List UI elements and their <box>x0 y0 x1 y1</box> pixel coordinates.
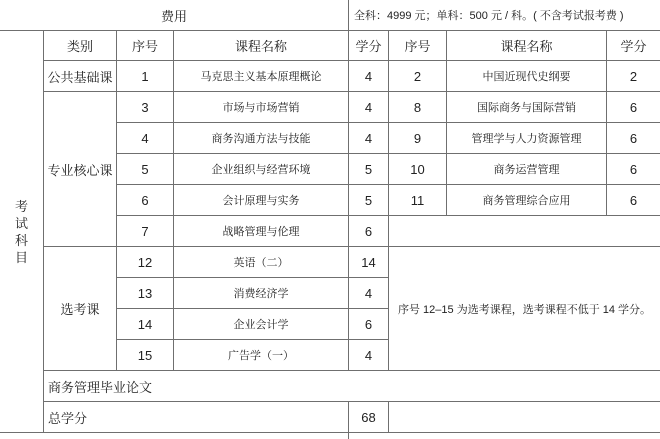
credit-cell: 4 <box>349 92 389 123</box>
thesis-row <box>0 371 660 402</box>
seq-cell: 9 <box>389 123 447 154</box>
seq-cell: 1 <box>117 61 174 92</box>
credit-cell: 14 <box>349 247 389 278</box>
fee-value: 全科：4999 元；单科：500 元 / 科。( 不含考试报考费 ) <box>349 0 660 31</box>
course-cell: 商务运营管理 <box>447 154 607 185</box>
course-cell: 管理学与人力资源管理 <box>447 123 607 154</box>
seq-cell: 11 <box>389 185 447 216</box>
credit-cell: 6 <box>349 216 389 247</box>
course-cell: 商务管理综合应用 <box>447 185 607 216</box>
table-row <box>0 92 660 123</box>
course-cell: 马克思主义基本原理概论 <box>174 61 349 92</box>
table-row <box>0 61 660 92</box>
category-core: 专业核心课 <box>44 92 117 247</box>
empty-cell <box>0 433 349 439</box>
fee-label: 费用 <box>0 0 349 31</box>
total-row <box>0 402 660 433</box>
course-cell: 广告学（一） <box>174 340 349 371</box>
credit-cell: 6 <box>607 92 660 123</box>
credit-cell: 6 <box>349 309 389 340</box>
credit-cell: 4 <box>349 123 389 154</box>
seq-cell: 6 <box>117 185 174 216</box>
partial-row <box>0 433 660 439</box>
empty-cell <box>389 402 660 433</box>
credit-cell: 4 <box>349 278 389 309</box>
seq-cell: 12 <box>117 247 174 278</box>
section-label: 考 试 科 目 <box>0 31 44 433</box>
header-category: 类别 <box>44 31 117 61</box>
seq-cell: 8 <box>389 92 447 123</box>
credit-cell: 4 <box>349 61 389 92</box>
empty-cell <box>349 433 660 439</box>
course-cell: 消费经济学 <box>174 278 349 309</box>
fee-row <box>0 0 660 31</box>
header-credit: 学分 <box>349 31 389 61</box>
course-cell: 中国近现代史纲要 <box>447 61 607 92</box>
seq-cell: 2 <box>389 61 447 92</box>
table-row <box>0 247 660 278</box>
thesis-label: 商务管理毕业论文 <box>44 371 660 402</box>
header-course-2: 课程名称 <box>447 31 607 61</box>
total-label: 总学分 <box>44 402 349 433</box>
credit-cell: 6 <box>607 154 660 185</box>
credit-cell: 6 <box>607 185 660 216</box>
course-cell: 企业会计学 <box>174 309 349 340</box>
course-cell: 英语（二） <box>174 247 349 278</box>
course-cell: 商务沟通方法与技能 <box>174 123 349 154</box>
credit-cell: 5 <box>349 185 389 216</box>
seq-cell: 7 <box>117 216 174 247</box>
seq-cell: 5 <box>117 154 174 185</box>
category-public: 公共基础课 <box>44 61 117 92</box>
header-seq: 序号 <box>117 31 174 61</box>
category-elective: 选考课 <box>44 247 117 371</box>
seq-cell: 4 <box>117 123 174 154</box>
course-cell: 战略管理与伦理 <box>174 216 349 247</box>
header-course: 课程名称 <box>174 31 349 61</box>
credit-cell: 6 <box>607 123 660 154</box>
credit-cell: 4 <box>349 340 389 371</box>
course-cell: 国际商务与国际营销 <box>447 92 607 123</box>
seq-cell: 13 <box>117 278 174 309</box>
credit-cell: 5 <box>349 154 389 185</box>
course-cell: 会计原理与实务 <box>174 185 349 216</box>
seq-cell: 14 <box>117 309 174 340</box>
header-credit-2: 学分 <box>607 31 660 61</box>
header-seq-2: 序号 <box>389 31 447 61</box>
total-value: 68 <box>349 402 389 433</box>
seq-cell: 10 <box>389 154 447 185</box>
header-row <box>0 31 660 61</box>
course-cell: 市场与市场营销 <box>174 92 349 123</box>
course-cell: 企业组织与经营环境 <box>174 154 349 185</box>
seq-cell: 3 <box>117 92 174 123</box>
credit-cell: 2 <box>607 61 660 92</box>
seq-cell: 15 <box>117 340 174 371</box>
elective-note: 序号 12–15 为选考课程，选考课程不低于 14 学分。 <box>389 247 660 371</box>
empty-cell <box>389 216 660 247</box>
